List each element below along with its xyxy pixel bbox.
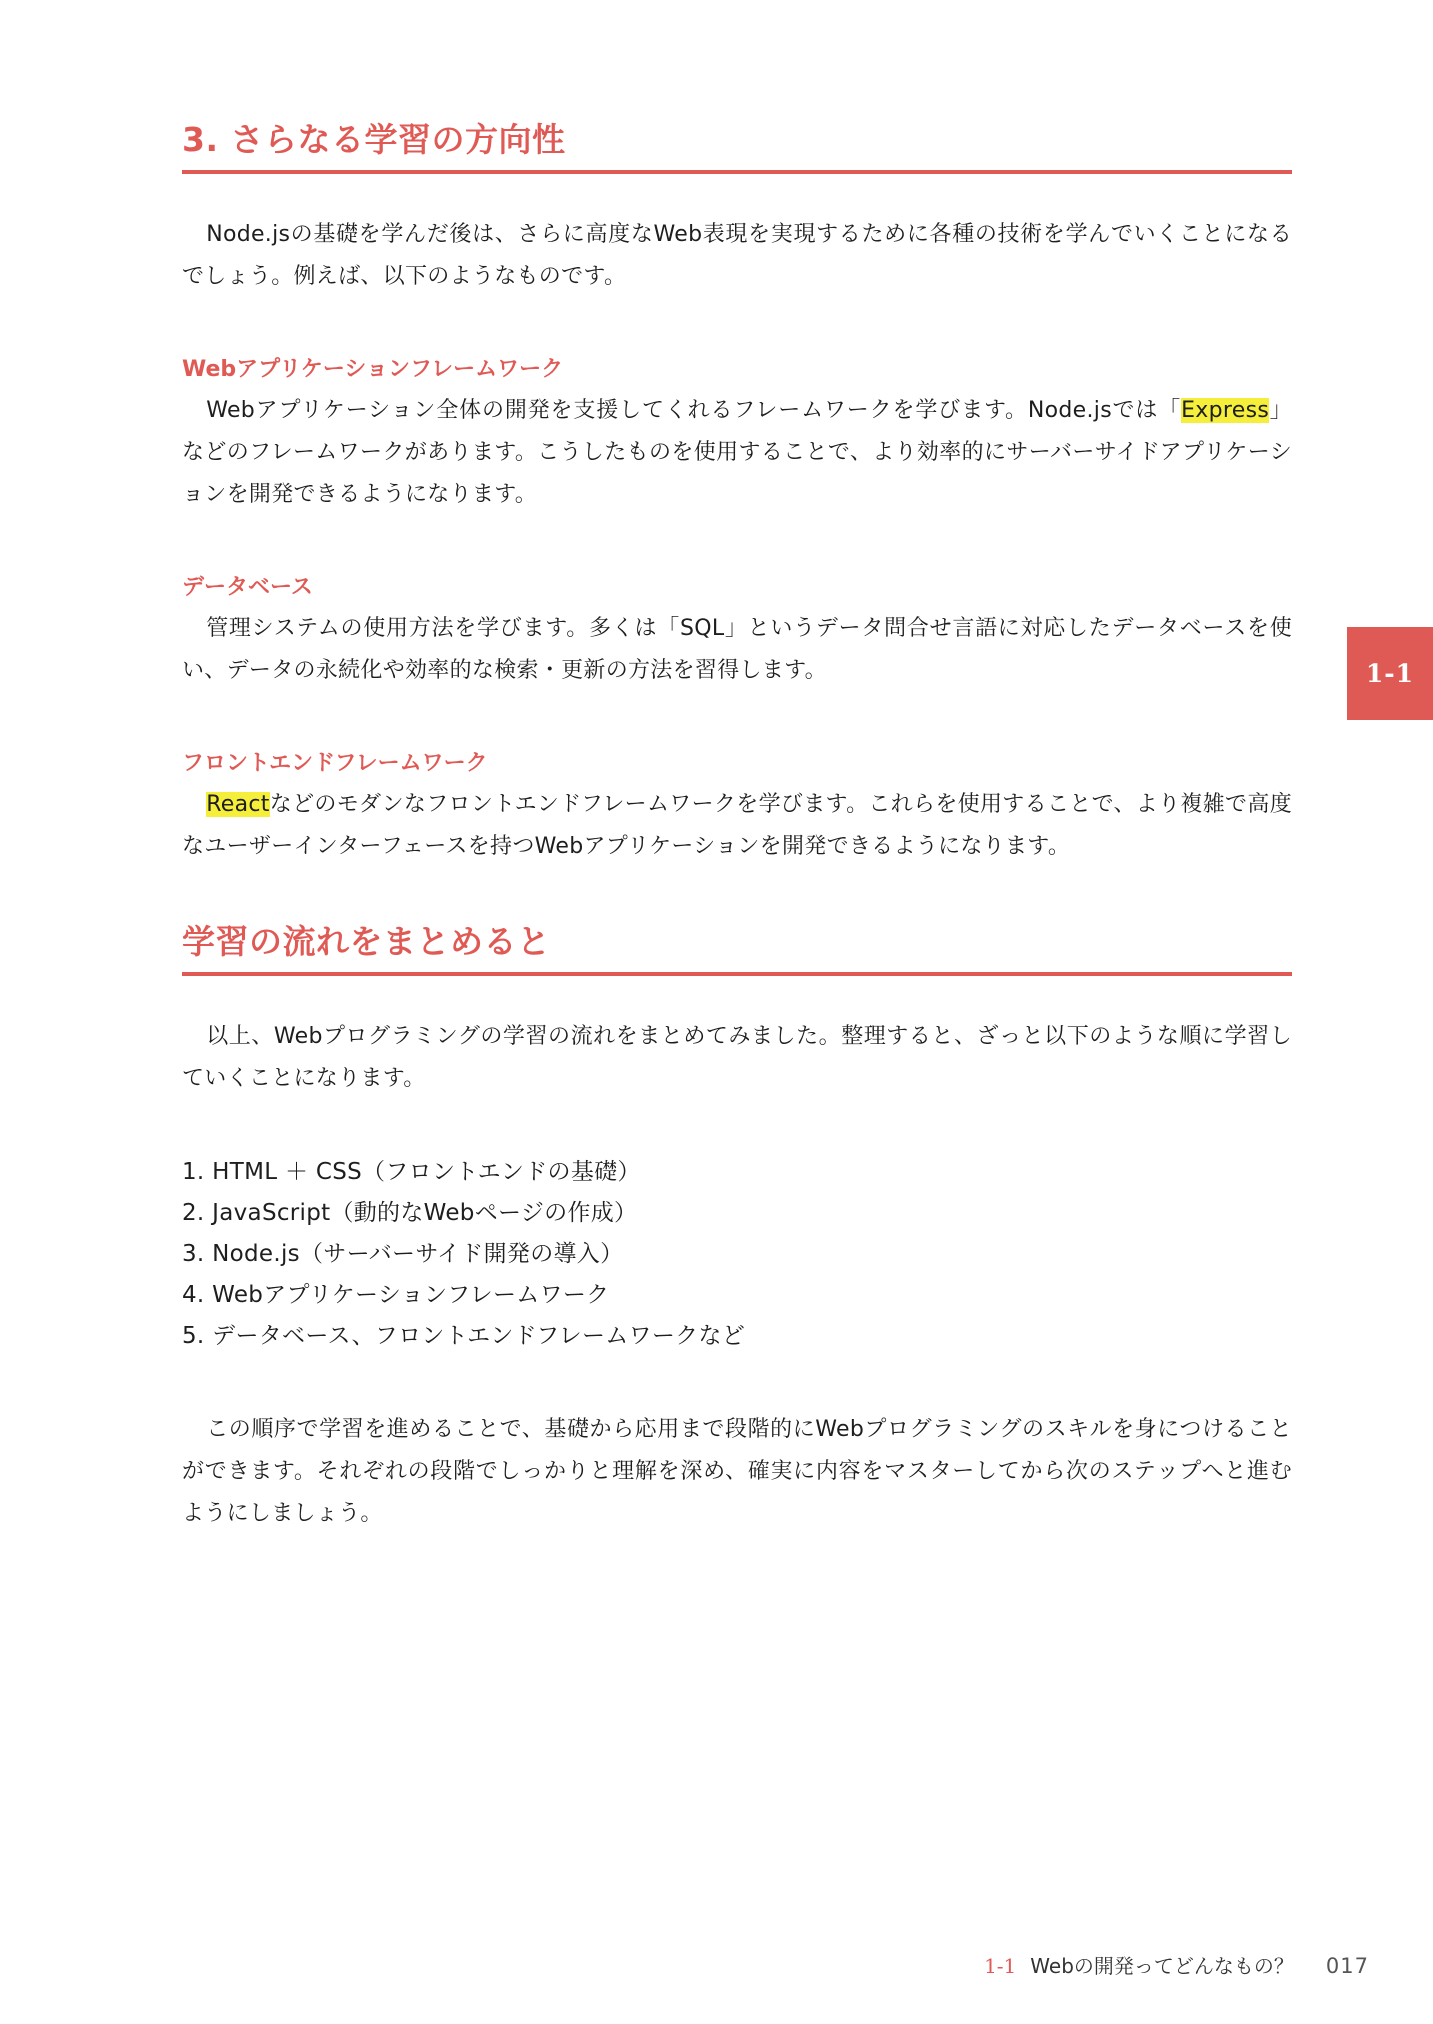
subheading-database: データベース — [182, 575, 313, 600]
list-item: 1. HTML ＋ CSS（フロントエンドの基礎） — [182, 1159, 641, 1185]
chapter-side-tab: 1-1 — [1347, 627, 1433, 720]
footer-chapter: 1-1 — [984, 1954, 1017, 1978]
list-item: 5. データベース、フロントエンドフレームワークなど — [182, 1323, 746, 1349]
paragraph-text: などのモダンなフロントエンドフレームワークを学びます。これらを使用することで、より複雑で高度なユーザーインターフェースを持つWebアプリケーションを開発できるようになります。 — [182, 792, 1292, 859]
paragraph-web-framework — [182, 390, 1292, 516]
section-intro: Node.jsの基礎を学んだ後は、さらに高度なWeb表現を実現するために各種の技術を学んでいくことになるでしょう。例えば、以下のようなものです。 — [182, 222, 1292, 289]
highlight-express: Express — [1181, 398, 1270, 423]
learning-steps-list — [182, 1152, 1292, 1357]
summary-closing: この順序で学習を進めることで、基礎から応用まで段階的にWebプログラミングのスキルを身につけることができます。それぞれの段階でしっかりと理解を深め、確実に内容をマスターしてから次のステップへと進むようにしましょう。 — [182, 1417, 1292, 1526]
page-footer — [984, 1950, 1369, 1979]
paragraph-text: Webアプリケーション全体の開発を支援してくれるフレームワークを学びます。Node.jsでは「 — [206, 398, 1182, 423]
highlight-react: React — [206, 792, 270, 817]
list-item: 4. Webアプリケーションフレームワーク — [182, 1282, 610, 1308]
subheading-frontend-framework: フロントエンドフレームワーク — [182, 751, 488, 776]
summary-intro: 以上、Webプログラミングの学習の流れをまとめてみました。整理すると、ざっと以下のような順に学習していくことになります。 — [182, 1024, 1292, 1091]
paragraph-text: 」などのフレームワークがあります。こうしたものを使用することで、より効率的にサーバーサイドアプリケーションを開発できるようになります。 — [182, 398, 1292, 507]
main-content — [182, 118, 1292, 1535]
list-item: 3. Node.js（サーバーサイド開発の導入） — [182, 1241, 624, 1267]
list-item: 2. JavaScript（動的なWebページの作成） — [182, 1200, 638, 1226]
section-title: 3. さらなる学習の方向性 — [182, 118, 1292, 174]
page-number: 017 — [1325, 1954, 1369, 1978]
footer-title: Webの開発ってどんなもの？ — [1030, 1954, 1294, 1978]
paragraph-database: 管理システムの使用方法を学びます。多くは「SQL」というデータ問合せ言語に対応したデータベースを使い、データの永続化や効率的な検索・更新の方法を習得します。 — [182, 616, 1292, 683]
summary-title: 学習の流れをまとめると — [182, 920, 1292, 976]
subheading-web-framework: Webアプリケーションフレームワーク — [182, 357, 564, 382]
paragraph-frontend-framework — [182, 784, 1292, 868]
